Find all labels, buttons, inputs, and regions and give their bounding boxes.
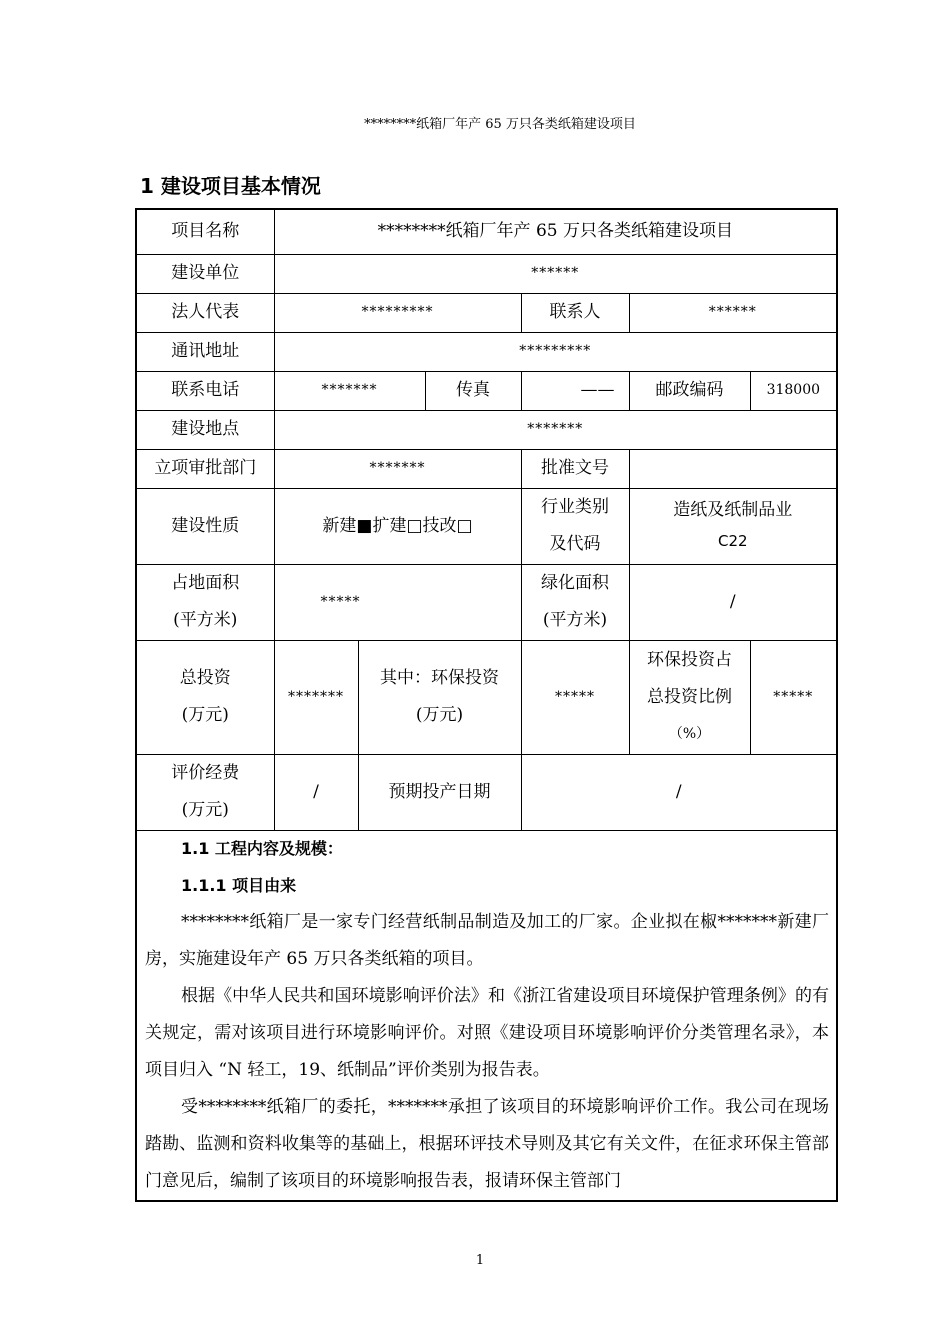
- green-area-value: /: [629, 564, 836, 640]
- builder-value: ******: [274, 254, 836, 293]
- project-description: [145, 830, 829, 1200]
- green-area-label: [521, 564, 629, 640]
- paragraph: ********纸箱厂是一家专门经营纸制品制造及加工的厂家。企业拟在椒*******新建厂房，实施建设年产 65 万只各类纸箱的项目。: [145, 912, 829, 969]
- env-invest-value: *****: [521, 640, 629, 754]
- paragraph: 受********纸箱厂的委托，*******承担了该项目的环境影响评价工作。我公司在现场踏勘、监测和资料收集等的基础上，根据环评技术导则及其它有关文件，在征求环保主管部门意见后，编制了该项目的环境影响报告表，报请环保主管部门: [145, 1097, 829, 1191]
- land-area-value: *****: [274, 564, 521, 640]
- legal-rep-label: 法人代表: [137, 293, 274, 332]
- site-label: 建设地点: [137, 410, 274, 449]
- prod-date-value: /: [521, 754, 836, 830]
- section-title: 1 建设项目基本情况: [140, 174, 321, 198]
- site-value: *******: [274, 410, 836, 449]
- industry-label-line1: 行业类别: [541, 497, 609, 517]
- industry-code: C22: [718, 532, 748, 550]
- invest-label: [137, 640, 274, 754]
- project-name-label: 项目名称: [137, 210, 274, 254]
- land-area-label-line2: (平方米): [173, 610, 238, 630]
- page-header: ********纸箱厂年产 65 万只各类纸箱建设项目: [364, 117, 636, 132]
- industry-label-line2: 及代码: [549, 534, 601, 554]
- info-form-frame: [135, 208, 838, 1202]
- invest-label-line2: (万元): [181, 705, 229, 725]
- eval-fee-value: /: [274, 754, 358, 830]
- phone-label: 联系电话: [137, 371, 274, 410]
- approval-no-value: [629, 449, 836, 488]
- green-area-label-line1: 绿化面积: [541, 573, 609, 593]
- address-label: 通讯地址: [137, 332, 274, 371]
- approval-dept-label: 立项审批部门: [137, 449, 274, 488]
- ratio-label-line1: 环保投资占: [647, 649, 732, 670]
- project-name-value: ********纸箱厂年产 65 万只各类纸箱建设项目: [274, 210, 836, 254]
- ratio-value: *****: [750, 640, 836, 754]
- subsubsection-heading: 1.1.1 项目由来: [181, 876, 297, 895]
- postcode-value: 318000: [750, 371, 836, 410]
- eval-fee-label-line1: 评价经费: [171, 763, 240, 783]
- address-value: *********: [274, 332, 836, 371]
- nature-value: 新建■扩建□技改□: [274, 488, 521, 564]
- ratio-label-line2: 总投资比例: [647, 686, 732, 707]
- page-number: 1: [475, 1253, 485, 1268]
- land-area-label-line1: 占地面积: [171, 573, 240, 593]
- contact-value: ******: [629, 293, 836, 332]
- phone-value: *******: [274, 371, 425, 410]
- fax-value: ——: [521, 371, 629, 410]
- green-area-label-line2: (平方米): [542, 610, 608, 630]
- env-invest-label-line1: 其中：环保投资: [380, 668, 499, 688]
- land-area-label: [137, 564, 274, 640]
- ratio-label: [629, 640, 750, 754]
- builder-label: 建设单位: [137, 254, 274, 293]
- postcode-label: 邮政编码: [629, 371, 750, 410]
- prod-date-label: 预期投产日期: [358, 754, 521, 830]
- env-invest-label: [358, 640, 521, 754]
- eval-fee-label: [137, 754, 274, 830]
- nature-label: 建设性质: [137, 488, 274, 564]
- invest-value: *******: [274, 640, 358, 754]
- approval-dept-value: *******: [274, 449, 521, 488]
- project-info-table: [137, 210, 836, 831]
- contact-label: 联系人: [521, 293, 629, 332]
- fax-label: 传真: [425, 371, 521, 410]
- legal-rep-value: *********: [274, 293, 521, 332]
- industry-value: [629, 488, 836, 564]
- industry-value-line1: 造纸及纸制品业: [673, 500, 793, 520]
- approval-no-label: 批准文号: [521, 449, 629, 488]
- paragraph: 根据《中华人民共和国环境影响评价法》和《浙江省建设项目环境保护管理条例》的有关规定，需对该项目进行环境影响评价。对照《建设项目环境影响评价分类管理名录》，本项目归入 “N 轻工，19、纸制品”评价类别为报告表。: [145, 986, 829, 1080]
- eval-fee-label-line2: (万元): [181, 800, 229, 820]
- subsection-heading: 1.1 工程内容及规模：: [181, 839, 343, 858]
- industry-label: [521, 488, 629, 564]
- env-invest-label-line2: (万元): [415, 705, 464, 725]
- ratio-label-line3: （%）: [668, 725, 711, 742]
- invest-label-line1: 总投资: [179, 668, 231, 688]
